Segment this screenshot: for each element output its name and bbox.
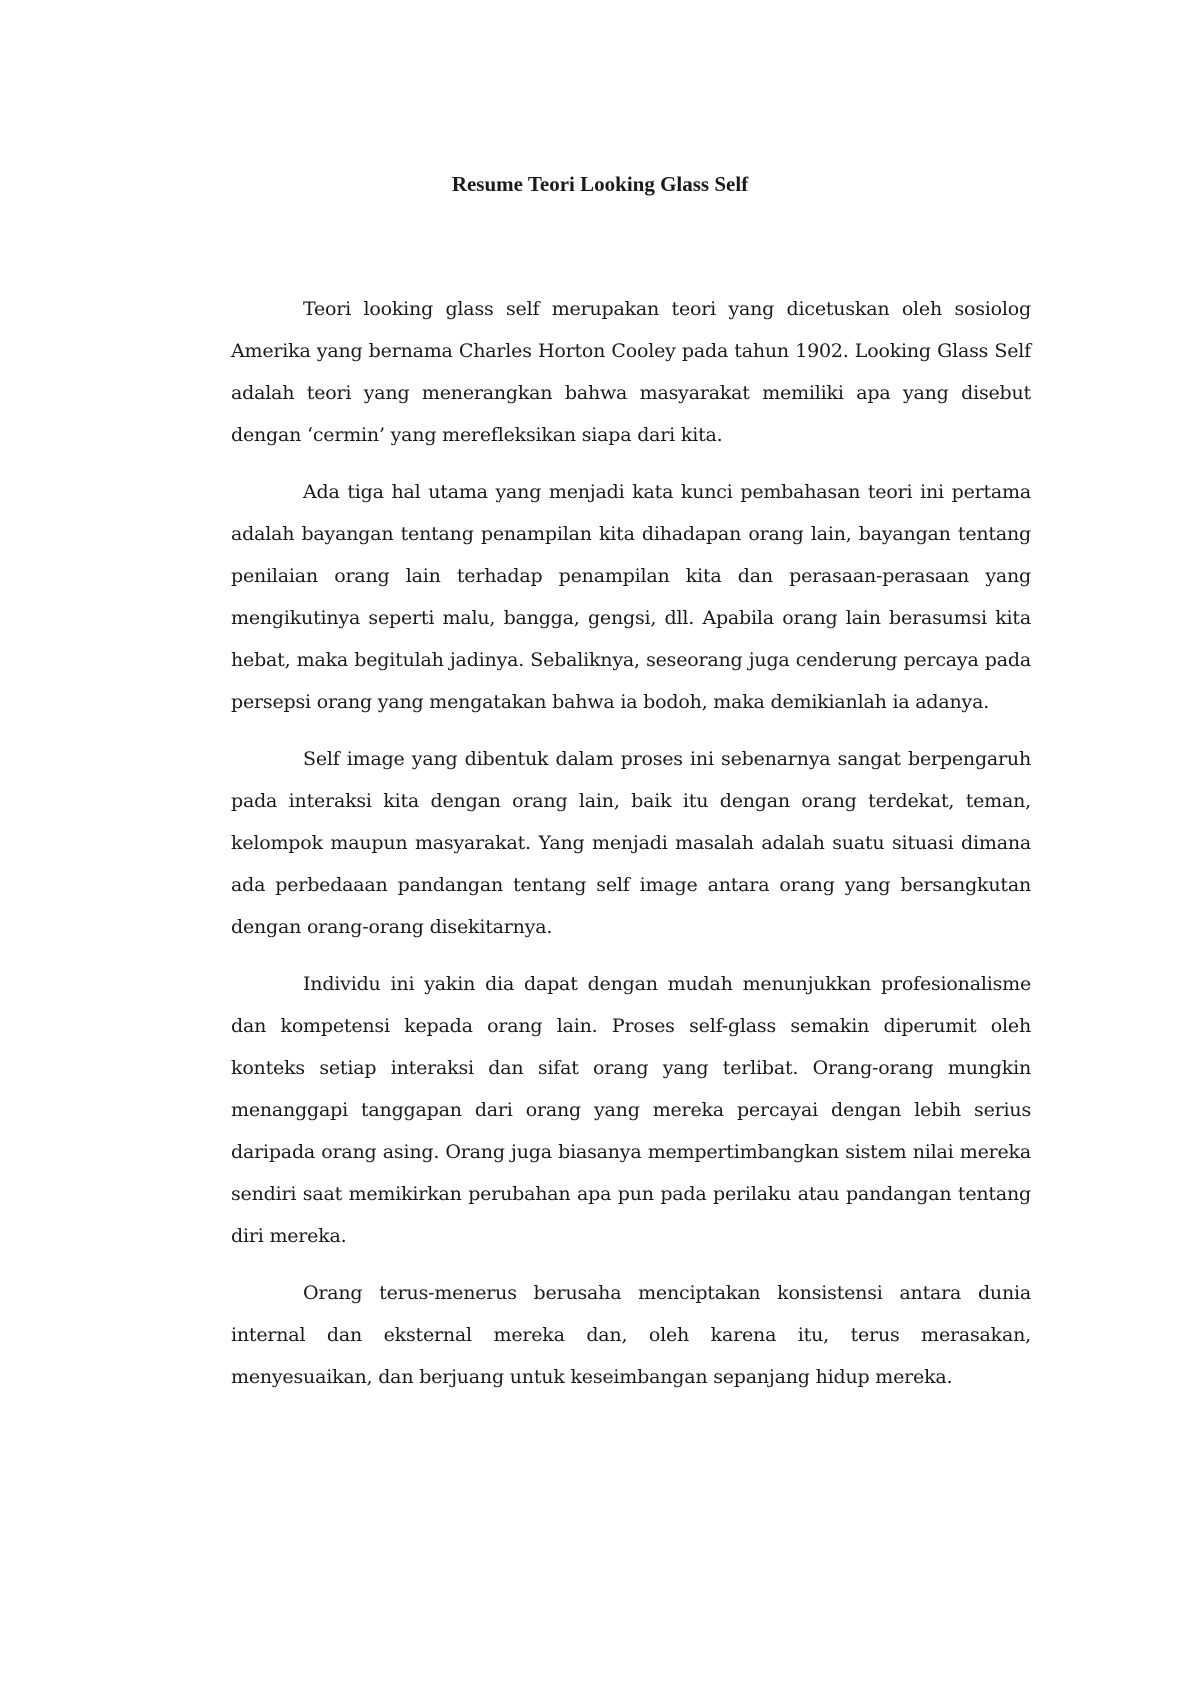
paragraph-4: Individu ini yakin dia dapat dengan mudah menunjukkan profesionalisme dan kompetensi kepada orang lain. Proses self-glass semakin diperumit oleh konteks setiap interaksi dan sifat orang yang terlibat. Orang-orang mungkin menanggapi tanggapan dari orang yang mereka percayai dengan lebih serius daripada orang asing. Orang juga biasanya mempertimbangkan sistem nilai mereka sendiri saat memikirkan perubahan apa pun pada perilaku atau pandangan tentang diri mereka. (231, 973, 1031, 1247)
document-title: Resume Teori Looking Glass Self (451, 172, 749, 196)
document-body (231, 288, 1031, 1413)
paragraph-2: Ada tiga hal utama yang menjadi kata kunci pembahasan teori ini pertama adalah bayangan tentang penampilan kita dihadapan orang lain, bayangan tentang penilaian orang lain terhadap penampilan kita dan perasaan-perasaan yang mengikutinya seperti malu, bangga, gengsi, dll. Apabila orang lain berasumsi kita hebat, maka begitulah jadinya. Sebaliknya, seseorang juga cenderung percaya pada persepsi orang yang mengatakan bahwa ia bodoh, maka demikianlah ia adanya. (231, 481, 1031, 713)
paragraph-3: Self image yang dibentuk dalam proses ini sebenarnya sangat berpengaruh pada interaksi kita dengan orang lain, baik itu dengan orang terdekat, teman, kelompok maupun masyarakat. Yang menjadi masalah adalah suatu situasi dimana ada perbedaaan pandangan tentang self image antara orang yang bersangkutan dengan orang-orang disekitarnya. (231, 748, 1031, 938)
paragraph-5: Orang terus-menerus berusaha menciptakan konsistensi antara dunia internal dan eksternal mereka dan, oleh karena itu, terus merasakan, menyesuaikan, dan berjuang untuk keseimbangan sepanjang hidup mereka. (231, 1282, 1031, 1388)
paragraph-1: Teori looking glass self merupakan teori yang dicetuskan oleh sosiolog Amerika yang bernama Charles Horton Cooley pada tahun 1902. Looking Glass Self adalah teori yang menerangkan bahwa masyarakat memiliki apa yang disebut dengan ‘cermin’ yang merefleksikan siapa dari kita. (231, 298, 1031, 446)
